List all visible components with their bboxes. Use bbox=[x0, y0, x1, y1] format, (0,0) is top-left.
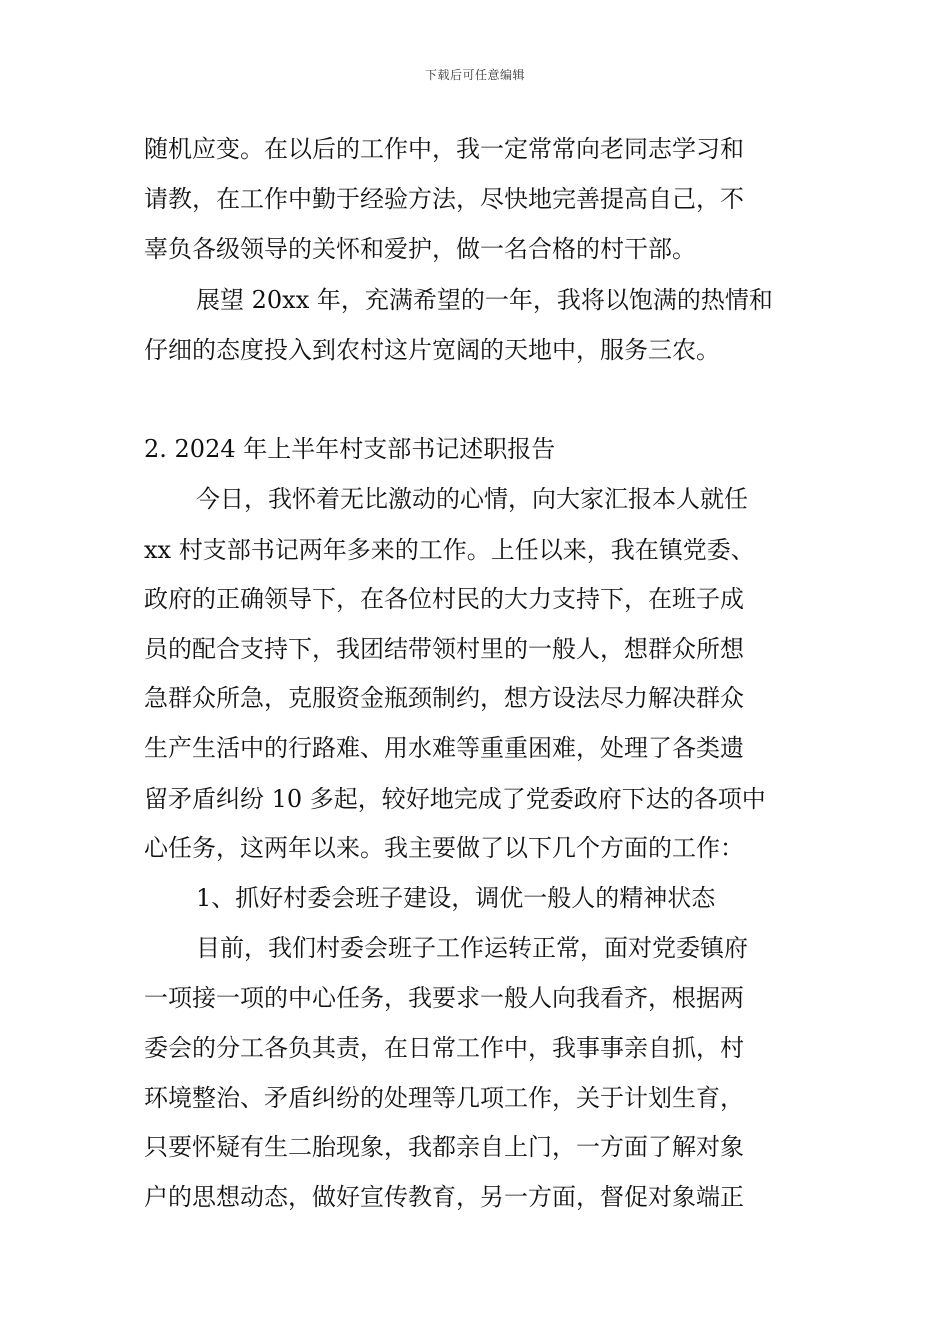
body-line: 一项接一项的中心任务，我要求一般人向我看齐，根据两 bbox=[144, 984, 744, 1012]
body-line: 环境整治、矛盾纠纷的处理等几项工作，关于计划生育， bbox=[144, 1084, 744, 1112]
body-line: 目前，我们村委会班子工作运转正常，面对党委镇府 bbox=[196, 934, 748, 962]
page-header: 下载后可任意编辑 bbox=[424, 68, 525, 82]
body-line: 辜负各级领导的关怀和爱护，做一名合格的村干部。 bbox=[144, 235, 696, 263]
body-line: 委会的分工各负其责，在日常工作中，我事事亲自抓，村 bbox=[144, 1034, 744, 1062]
body-line: 员的配合支持下，我团结带领村里的一般人，想群众所想 bbox=[144, 635, 744, 663]
body-line: 仔细的态度投入到农村这片宽阔的天地中，服务三农。 bbox=[144, 336, 720, 364]
body-line: 留矛盾纠纷 10 多起，较好地完成了党委政府下达的各项中 bbox=[144, 785, 766, 813]
body-line: 户的思想动态，做好宣传教育，另一方面，督促对象端正 bbox=[144, 1183, 744, 1211]
subsection-heading: 1、抓好村委会班子建设，调优一般人的精神状态 bbox=[196, 884, 716, 912]
body-line: 生产生活中的行路难、用水难等重重困难，处理了各类遗 bbox=[144, 734, 744, 762]
body-line: xx 村支部书记两年多来的工作。上任以来，我在镇党委、 bbox=[144, 536, 755, 564]
section-heading: 2. 2024 年上半年村支部书记述职报告 bbox=[144, 435, 556, 463]
body-line: 今日，我怀着无比激动的心情，向大家汇报本人就任 bbox=[196, 485, 748, 513]
body-line: 请教，在工作中勤于经验方法，尽快地完善提高自己，不 bbox=[144, 185, 744, 213]
body-line: 随机应变。在以后的工作中，我一定常常向老同志学习和 bbox=[144, 135, 744, 163]
body-line: 展望 20xx 年，充满希望的一年，我将以饱满的热情和 bbox=[196, 286, 773, 314]
body-line: 心任务，这两年以来。我主要做了以下几个方面的工作： bbox=[144, 834, 744, 862]
body-line: 急群众所急，克服资金瓶颈制约，想方设法尽力解决群众 bbox=[144, 684, 744, 712]
body-line: 政府的正确领导下，在各位村民的大力支持下，在班子成 bbox=[144, 585, 744, 613]
body-line: 只要怀疑有生二胎现象，我都亲自上门，一方面了解对象 bbox=[144, 1133, 744, 1161]
